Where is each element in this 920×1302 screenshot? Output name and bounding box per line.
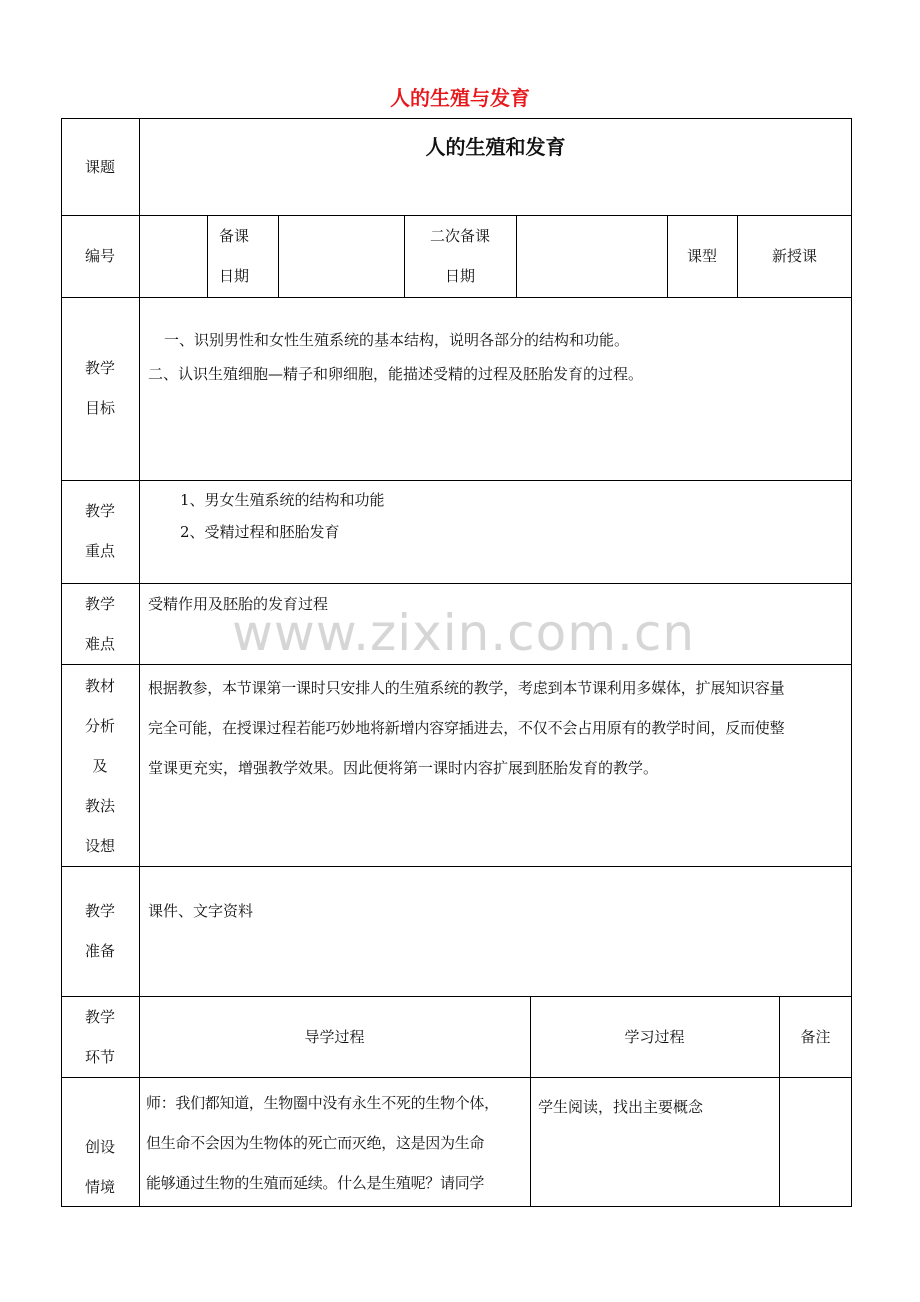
number-label: 编号 bbox=[84, 247, 115, 265]
goals-label-1: 教学 bbox=[84, 359, 115, 377]
analysis-label-5: 设想 bbox=[84, 837, 115, 855]
row-divider bbox=[61, 297, 852, 298]
stage-label-1: 教学 bbox=[84, 1008, 115, 1026]
difficulties-label-1: 教学 bbox=[84, 595, 115, 613]
scenario-learning-line-1: 学生阅读，找出主要概念 bbox=[538, 1098, 704, 1116]
analysis-label-4: 教法 bbox=[84, 797, 115, 815]
difficulty-line-1: 受精作用及胚胎的发育过程 bbox=[148, 595, 329, 613]
column-divider bbox=[207, 215, 208, 297]
key-points-label-2: 重点 bbox=[84, 542, 115, 560]
preparation-label-1: 教学 bbox=[84, 902, 115, 920]
watermark: www.zixin.com.cn bbox=[232, 604, 696, 662]
analysis-label-1: 教材 bbox=[84, 677, 115, 695]
notes-header: 备注 bbox=[800, 1028, 831, 1046]
lesson-type-label: 课型 bbox=[686, 247, 717, 265]
topic-label: 课题 bbox=[84, 158, 115, 176]
goals-label-2: 目标 bbox=[84, 399, 115, 417]
stage-label-2: 环节 bbox=[84, 1048, 115, 1066]
second-prep-label-1: 二次备课 bbox=[429, 227, 490, 245]
goal-line-1: 一、识别男性和女性生殖系统的基本结构，说明各部分的结构和功能。 bbox=[164, 331, 630, 349]
scenario-guide-line-2: 但生命不会因为生物体的死亡而灭绝，这是因为生命 bbox=[146, 1134, 485, 1152]
prep-date-label-2: 日期 bbox=[219, 267, 250, 285]
preparation-line-1: 课件、文字资料 bbox=[148, 902, 254, 920]
analysis-line-3: 堂课更充实，增强教学效果。因此便将第一课时内容扩展到胚胎发育的教学。 bbox=[148, 759, 659, 777]
preparation-label-2: 准备 bbox=[84, 942, 115, 960]
key-points-label-1: 教学 bbox=[84, 502, 115, 520]
difficulties-label-2: 难点 bbox=[84, 635, 115, 653]
row-divider bbox=[61, 1077, 852, 1078]
analysis-line-2: 完全可能，在授课过程若能巧妙地将新增内容穿插进去，不仅不会占用原有的教学时间，反而使整 bbox=[148, 719, 785, 737]
topic-value: 人的生殖和发育 bbox=[425, 135, 566, 159]
analysis-label-2: 分析 bbox=[84, 717, 115, 735]
second-prep-label-2: 日期 bbox=[444, 267, 475, 285]
learning-process-header: 学习过程 bbox=[624, 1028, 685, 1046]
guide-process-header: 导学过程 bbox=[304, 1028, 365, 1046]
row-divider bbox=[61, 866, 852, 867]
scenario-guide-line-1: 师：我们都知道，生物圈中没有永生不死的生物个体， bbox=[146, 1094, 499, 1112]
key-point-line-1: 1、男女生殖系统的结构和功能 bbox=[180, 491, 385, 509]
analysis-label-3: 及 bbox=[92, 757, 108, 775]
document-title: 人的生殖与发育 bbox=[390, 86, 530, 110]
prep-date-label-1: 备课 bbox=[219, 227, 250, 245]
scenario-label-1: 创设 bbox=[84, 1138, 115, 1156]
goal-line-2: 二、认识生殖细胞—精子和卵细胞，能描述受精的过程及胚胎发育的过程。 bbox=[148, 365, 644, 383]
lesson-type-value: 新授课 bbox=[771, 247, 817, 265]
scenario-guide-line-3: 能够通过生物的生殖而延续。什么是生殖呢？请同学 bbox=[146, 1174, 485, 1192]
column-divider bbox=[278, 215, 279, 297]
row-divider bbox=[61, 664, 852, 665]
key-point-line-2: 2、受精过程和胚胎发育 bbox=[180, 523, 340, 541]
row-divider bbox=[61, 996, 852, 997]
analysis-line-1: 根据教参，本节课第一课时只安排人的生殖系统的教学，考虑到本节课利用多媒体，扩展知识容量 bbox=[148, 679, 785, 697]
scenario-label-2: 情境 bbox=[84, 1178, 115, 1196]
column-divider bbox=[516, 215, 517, 297]
